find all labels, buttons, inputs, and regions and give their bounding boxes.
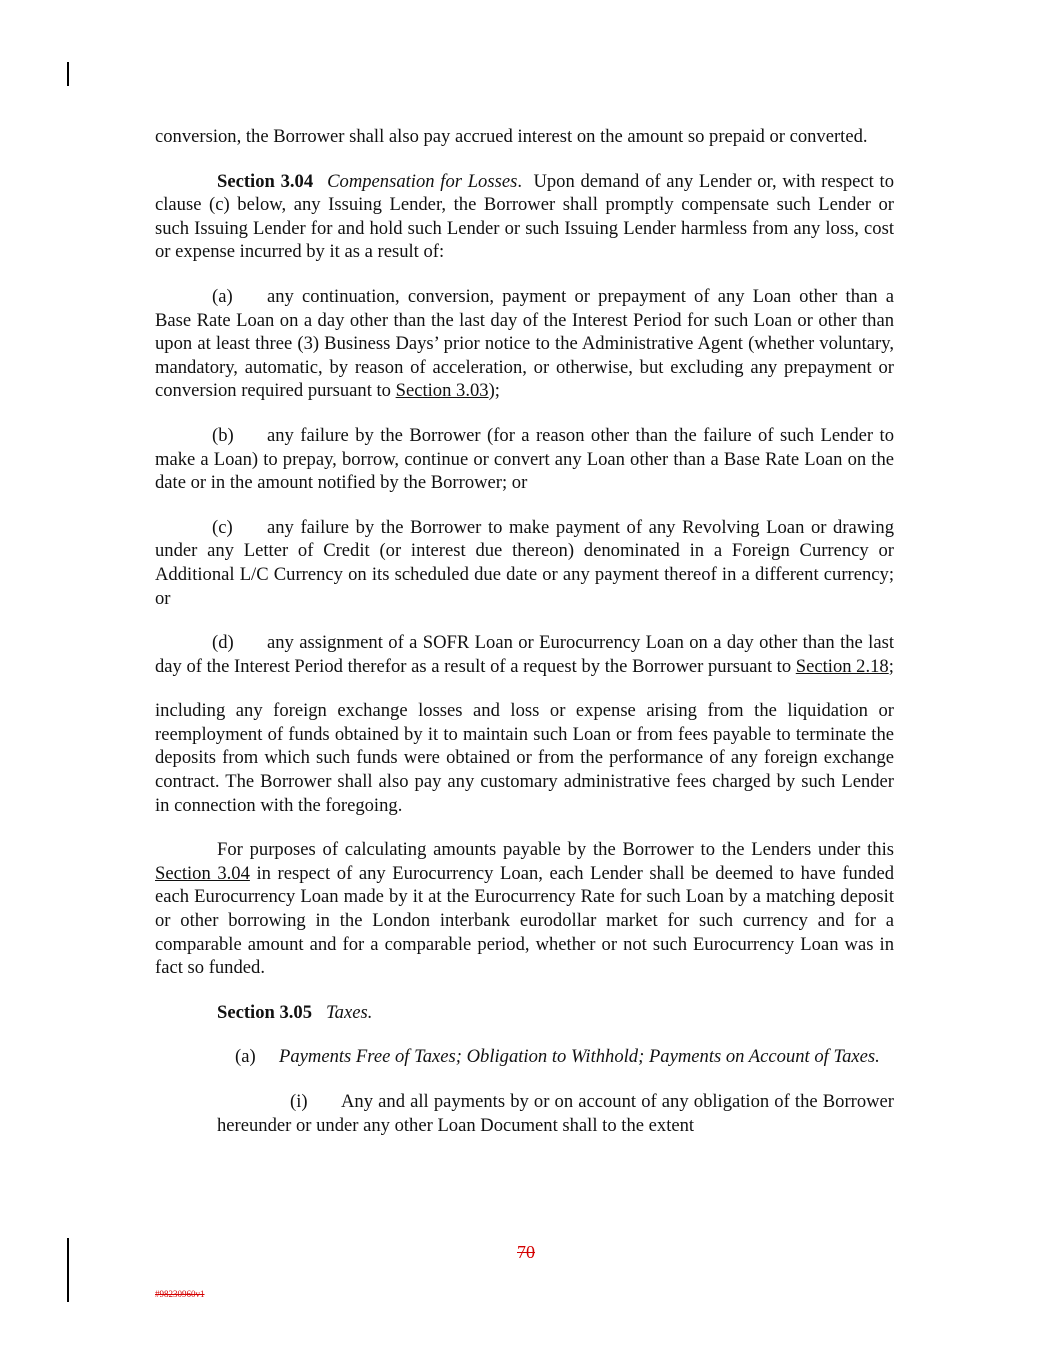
- clause-text: any assignment of a SOFR Loan or Eurocurrency Loan on a day other than the last day of the Interest Period therefor as a result of a request by the Borrower pursuant to: [155, 632, 894, 677]
- section-title: Compensation for Losses: [327, 170, 518, 192]
- clause-label: (a): [212, 285, 233, 307]
- section-3-05: Section 3.05 Taxes.: [217, 1001, 373, 1023]
- section-3-04: Section 3.04 Compensation for Losses. Upon demand of any Lender or, with respect to clause (c) below, any Issuing Lender, the Borrower shall promptly compensate such Lender or such Issuing Lender for and hold such Lender or such Issuing Lender harmless from any loss, cost or expense incurred by it as a result of:: [155, 170, 895, 263]
- cross-reference-link[interactable]: Section 2.18: [795, 655, 889, 677]
- clause-b: [155, 424, 894, 495]
- section-3-05-a-i: [217, 1090, 894, 1137]
- paragraph-conversion: conversion, the Borrower shall also pay accrued interest on the amount so prepaid or converted.: [155, 126, 868, 147]
- clause-label: (d): [212, 632, 234, 654]
- change-bar-top: [67, 62, 69, 86]
- clause-label: (b): [212, 424, 234, 446]
- clause-label: (c): [212, 516, 233, 538]
- section-title: Taxes: [326, 1001, 368, 1023]
- paragraph-including: including any foreign exchange losses and loss or expense arising from the liquidation or reemployment of funds obtained by it to maintain such Loan or from fees payable to terminate the deposits from which such funds were obtained or from the performance of any foreign exchange contract. The Borrower shall also pay any customary administrative fees charged by such Lender in connection with the foregoing.: [155, 700, 894, 816]
- clause-text: any failure by the Borrower to make payment of any Revolving Loan or drawing under any Letter of Credit (or interest due thereon) denominated in a Foreign Currency or Additional L/C Currency on its scheduled due date or any payment thereof in a different currency; or: [155, 516, 894, 609]
- clause-text: Any and all payments by or on account of any obligation of the Borrower hereunder or under any other Loan Document shall to the extent: [217, 1091, 894, 1136]
- page-number: 70: [517, 1242, 535, 1262]
- clause-text: any failure by the Borrower (for a reason other than the failure of such Lender to make a Loan) to prepay, borrow, continue or convert any Loan other than a Base Rate Loan on the date or in the amount notified by the Borrower; or: [155, 424, 894, 494]
- clause-tail: ;: [888, 655, 894, 677]
- clause-a: [155, 285, 894, 403]
- clause-text: any continuation, conversion, payment or prepayment of any Loan other than a Base Rate Loan on a day other than the last day of the Interest Period for such Loan or other than upon at least three (3) Business Days’ prior notice to the Administrative Agent (whether voluntary, mandatory, automatic, by reason of acceleration, or otherwise, but excluding any prepayment or conversion required pursuant to: [155, 285, 894, 402]
- section-number: Section 3.05: [217, 1001, 313, 1023]
- purposes-post: in respect of any Eurocurrency Loan, each Lender shall be deemed to have funded each Eurocurrency Loan made by it at the Eurocurrency Rate for such Loan by a matching deposit or other borrowing in the London interbank eurodollar market for such currency and for a comparable amount and for a comparable period, whether or not such Eurocurrency Loan was in fact so funded.: [155, 862, 894, 979]
- section-number: Section 3.04: [217, 170, 314, 192]
- document-page: [155, 125, 894, 1158]
- section-3-05-a: (a) Payments Free of Taxes; Obligation to Withhold; Payments on Account of Taxes.: [235, 1046, 880, 1068]
- clause-title: Payments Free of Taxes; Obligation to Withhold; Payments on Account of Taxes: [279, 1046, 876, 1068]
- document-id: #98230960v1: [155, 1289, 205, 1299]
- section-text: Upon demand of any Lender or, with respect to clause (c) below, any Issuing Lender, the Borrower shall promptly compensate such Lender or such Issuing Lender for and hold such Lender or such Issuing Lender harmless from any loss, cost or expense incurred by it as a result of:: [155, 170, 895, 263]
- purposes-pre: For purposes of calculating amounts payable by the Borrower to the Lenders under this: [217, 839, 894, 861]
- clause-c: [155, 516, 894, 610]
- clause-d: [155, 631, 894, 678]
- paragraph-purposes: [155, 838, 894, 980]
- cross-reference-link[interactable]: Section 3.03: [395, 380, 489, 402]
- clause-label: (i): [290, 1091, 308, 1112]
- cross-reference-link[interactable]: Section 3.04: [155, 862, 250, 884]
- change-bar-bottom: [67, 1238, 69, 1302]
- clause-label: (a): [235, 1046, 256, 1068]
- clause-tail: );: [488, 380, 500, 402]
